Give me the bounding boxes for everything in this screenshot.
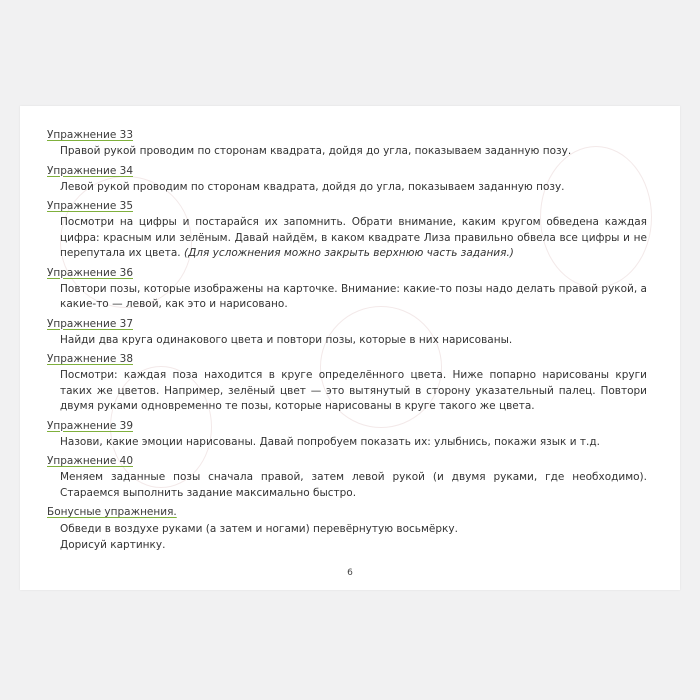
exercise-note: (Для усложнения можно закрыть верхнюю часть задания.) (183, 247, 514, 259)
exercise-33 (47, 128, 647, 160)
exercise-39 (47, 419, 647, 451)
bonus-line: Обведи в воздухе руками (а затем и ногами) перевёрнутую восьмёрку. (60, 523, 458, 535)
exercise-36 (47, 266, 647, 313)
exercise-text: Левой рукой проводим по сторонам квадрата, дойдя до угла, показываем заданную позу. (60, 180, 565, 193)
exercise-heading: Упражнение 35 (47, 200, 133, 212)
exercise-heading: Упражнение 40 (47, 455, 133, 467)
exercise-text: Найди два круга одинакового цвета и повтори позы, которые в них нарисованы. (60, 333, 513, 346)
exercise-text: Посмотри на цифры и постарайся их запомнить. Обрати внимание, каким кругом обведена каждая цифра: красным или зелёным. Давай найдём, в каком квадрате Лиза правильно обвела все цифры и не перепутала их цвета. (60, 216, 647, 259)
exercise-heading: Упражнение 37 (47, 317, 133, 330)
bonus-section (47, 505, 647, 553)
exercise-text: Назови, какие эмоции нарисованы. Давай попробуем показать их: улыбнись, покажи язык и т.д. (60, 435, 600, 448)
bonus-heading: Бонусные упражнения. (47, 506, 177, 518)
exercise-text: Правой рукой проводим по сторонам квадрата, дойдя до угла, показываем заданную позу. (60, 145, 572, 157)
exercise-34 (47, 164, 647, 196)
exercise-heading: Упражнение 36 (47, 266, 133, 279)
exercise-heading: Упражнение 39 (47, 419, 133, 432)
exercise-heading: Упражнение 33 (47, 129, 133, 141)
exercise-text-block (60, 215, 647, 262)
bonus-line: Дорисуй картинку. (60, 538, 166, 551)
exercise-40 (47, 454, 647, 501)
exercise-heading: Упражнение 34 (47, 164, 133, 177)
exercise-38 (47, 352, 647, 415)
exercise-text: Меняем заданные позы сначала правой, затем левой рукой (и двумя руками, где необходимо). Стараемся выполнить задание максимально быстро. (60, 471, 647, 499)
exercise-text: Повтори позы, которые изображены на карточке. Внимание: какие-то позы надо делать правой рукой, а какие-то — левой, как это и нарисовано. (60, 282, 647, 310)
exercise-heading: Упражнение 38 (47, 353, 133, 365)
exercise-text: Посмотри: каждая поза находится в круге определённого цвета. Ниже попарно нарисованы круги таких же цветов. Например, зелёный цвет — это вытянутый в сторону указательный палец. Повтори двумя руками одновременно те позы, которые нарисованы в круге такого же цвета. (60, 369, 647, 412)
exercise-list (47, 128, 647, 553)
exercise-35 (47, 199, 647, 262)
exercise-37 (47, 317, 647, 349)
page-number: 6 (347, 568, 353, 578)
book-page (20, 106, 680, 590)
